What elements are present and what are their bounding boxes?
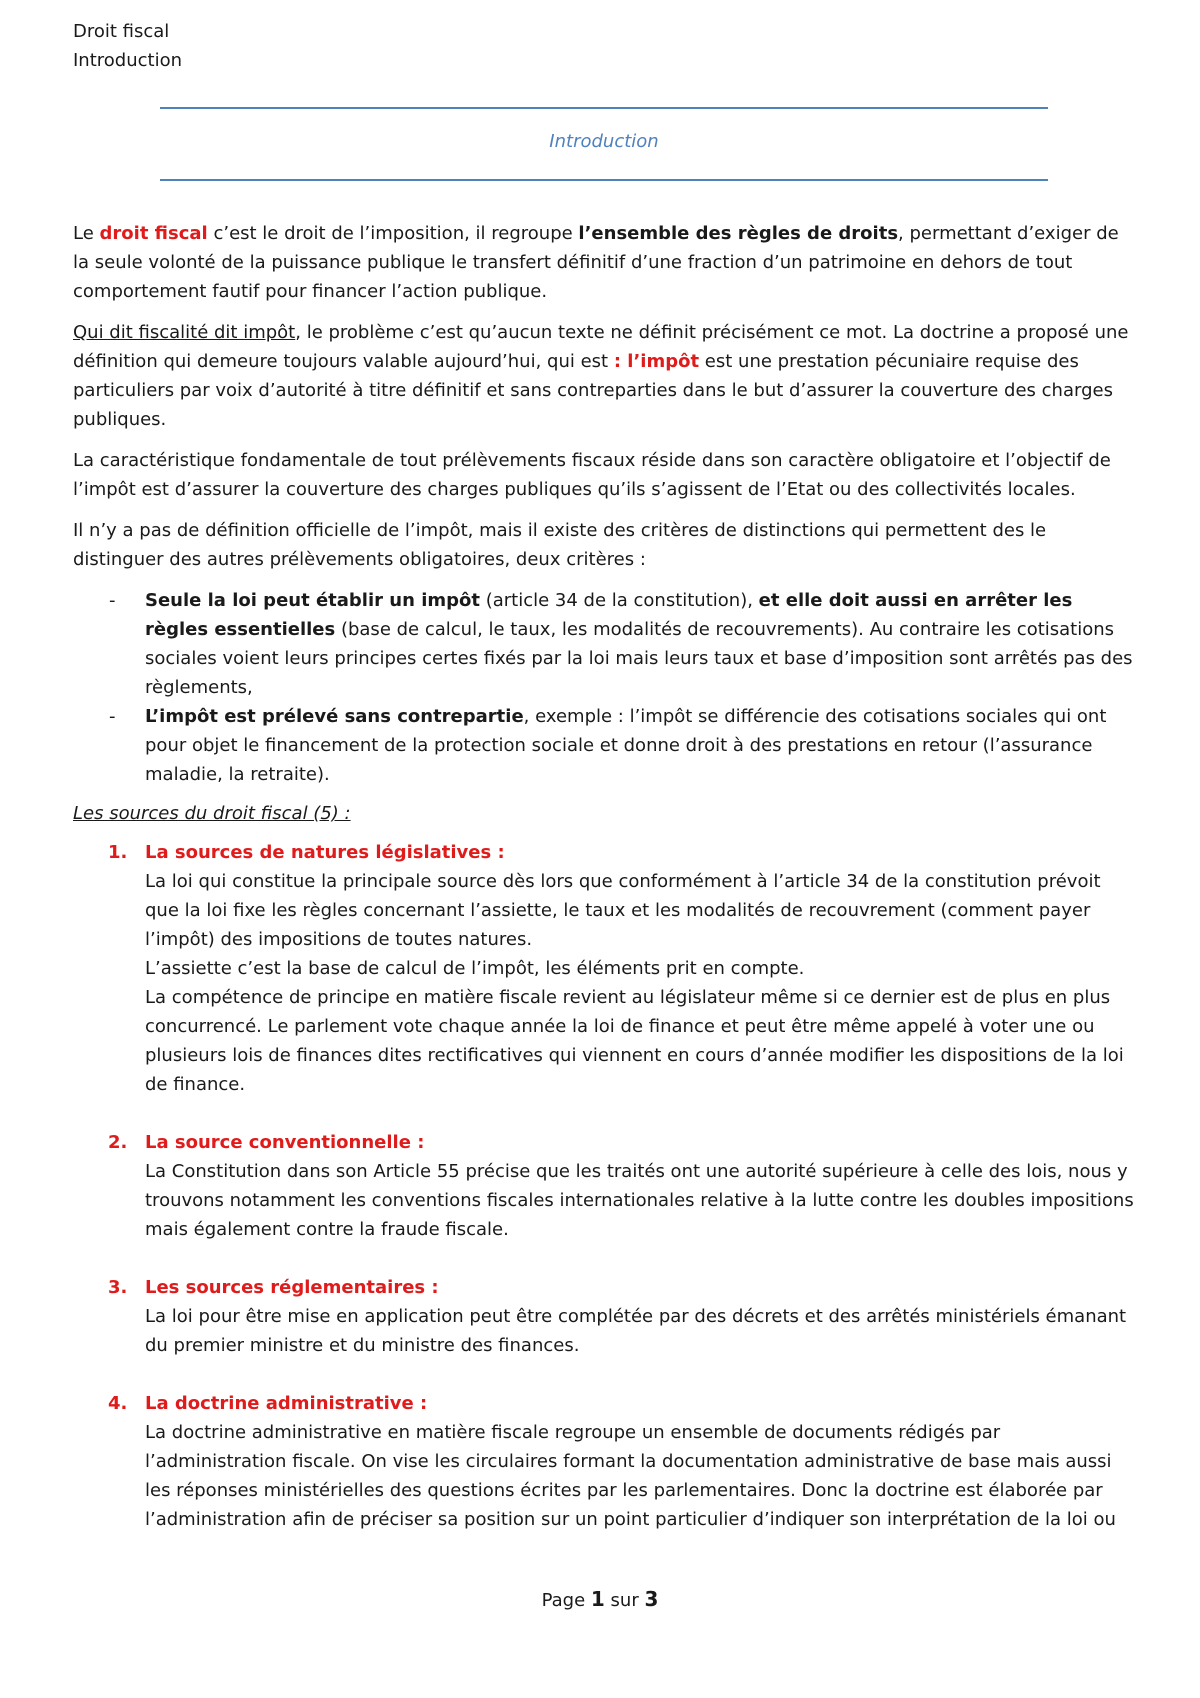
paragraph-impot-definition — [73, 318, 1137, 434]
paragraph-definition — [73, 219, 1137, 306]
source-title: La doctrine administrative : — [145, 1393, 428, 1414]
text-run: , exemple : l’impôt se différencie des cotisations sociales qui ont pour objet le financement de la protection sociale et donne droit à des prestations en retour (l’assurance maladie, la retraite). — [145, 706, 1107, 785]
paragraph-characteristic: La caractéristique fondamentale de tout prélèvements fiscaux réside dans son caractère obligatoire et l’objectif de l’impôt est d’assurer la couverture des charges publiques qu’ils s’agissent de l’Etat ou des collectivités locales. — [73, 450, 1111, 500]
page-title: Introduction — [549, 131, 659, 152]
source-body — [145, 1418, 1137, 1534]
term-ensemble-regles: l’ensemble des règles de droits — [578, 223, 899, 244]
source-line: La doctrine administrative en matière fiscale regroupe un ensemble de documents rédigés par l’administration fiscale. On vise les circulaires formant la documentation administrative de base mais aussi les réponses ministérielles des questions écrites par les parlementaires. Donc la doctrine est élaborée par l’administration afin de préciser sa position sur un point particulier d’indiquer son interprétation de la loi ou — [145, 1422, 1116, 1530]
text-run: , permettant d’exiger de la seule volonté de la puissance publique le transfert définitif d’une fraction d’un patrimoine en dehors de tout comportement fautif pour financer l’action publique. — [73, 223, 1119, 302]
text-run: L’impôt est prélevé sans contrepartie — [145, 706, 524, 727]
list-item — [73, 702, 1137, 789]
term-impot: : l’impôt — [613, 351, 700, 372]
document-body — [73, 219, 1137, 1534]
header-chapter-title: Introduction — [73, 50, 183, 71]
source-number: 1. — [108, 842, 128, 863]
source-body — [145, 1157, 1137, 1244]
page-label: Page — [541, 1590, 591, 1611]
source-title: Les sources réglementaires : — [145, 1277, 439, 1298]
source-item-conventional — [73, 1128, 1137, 1244]
title-block — [160, 107, 1048, 181]
underlined-phrase: Qui dit fiscalité dit impôt — [73, 322, 296, 343]
source-line: La loi pour être mise en application peut être complétée par des décrets et des arrêtés ministériels émanant du premier ministre et du ministre des finances. — [145, 1306, 1127, 1356]
text-run: (article 34 de la constitution), — [479, 590, 759, 611]
text-run: (base de calcul, le taux, les modalités de recouvrements). Au contraire les cotisations sociales voient leurs principes certes fixés par la loi mais leurs taux et base d’imposition sont arrêtés pas des règlements, — [145, 619, 1133, 698]
source-number: 4. — [108, 1393, 128, 1414]
source-title: La sources de natures législatives : — [145, 842, 505, 863]
term-droit-fiscal: droit fiscal — [99, 223, 208, 244]
source-item-legislative — [73, 838, 1137, 1099]
page-of-label: sur — [604, 1590, 645, 1611]
text-run: Le — [73, 223, 100, 244]
total-pages-number: 3 — [644, 1587, 659, 1611]
text-run: c’est le droit de l’imposition, il regroupe — [207, 223, 579, 244]
running-header — [73, 17, 182, 75]
source-title: La source conventionnelle : — [145, 1132, 425, 1153]
header-course-title: Droit fiscal — [73, 21, 170, 42]
source-item-regulatory — [73, 1273, 1137, 1360]
text-run: est une prestation pécuniaire requise des particuliers par voix d’autorité à titre définitif et sans contreparties dans le but d’assurer la couverture des charges publiques. — [73, 351, 1113, 430]
source-body — [145, 867, 1137, 1099]
source-item-doctrine — [73, 1389, 1137, 1534]
text-run: et elle doit aussi en arrêter les règles essentielles — [145, 590, 1073, 640]
title-top-rule — [160, 107, 1048, 109]
source-number: 2. — [108, 1132, 128, 1153]
dash-bullet: - — [109, 706, 116, 727]
current-page-number: 1 — [590, 1587, 605, 1611]
source-line: La compétence de principe en matière fiscale revient au législateur même si ce dernier est de plus en plus concurrencé. Le parlement vote chaque année la loi de finance et peut être même appelé à voter une ou plusieurs lois de finances dites rectificatives qui viennent en cours d’année modifier les dispositions de la loi de finance. — [145, 987, 1124, 1095]
source-line: La loi qui constitue la principale source dès lors que conformément à l’article 34 de la constitution prévoit que la loi fixe les règles concernant l’assiette, le taux et les modalités de recouvrement (comment payer l’impôt) des impositions de toutes natures. — [145, 871, 1101, 950]
criteria-list — [73, 586, 1137, 789]
source-line: La Constitution dans son Article 55 précise que les traités ont une autorité supérieure à celle des lois, nous y trouvons notamment les conventions fiscales internationales relative à la lutte contre les doubles impositions mais également contre la fraude fiscale. — [145, 1161, 1134, 1240]
title-bottom-rule — [160, 179, 1048, 181]
list-item — [73, 586, 1137, 702]
text-run: Seule la loi peut établir un impôt — [145, 590, 480, 611]
page-footer — [0, 1587, 1200, 1611]
dash-bullet: - — [109, 590, 116, 611]
source-body — [145, 1302, 1137, 1360]
section-heading-sources: Les sources du droit fiscal (5) : — [73, 803, 351, 824]
text-run: , le problème c’est qu’aucun texte ne définit précisément ce mot. La doctrine a proposé une définition qui demeure toujours valable aujourd’hui, qui est — [73, 322, 1129, 372]
source-number: 3. — [108, 1277, 128, 1298]
source-line: L’assiette c’est la base de calcul de l’impôt, les éléments prit en compte. — [145, 958, 805, 979]
paragraph-criteria-intro: Il n’y a pas de définition officielle de l’impôt, mais il existe des critères de distinctions qui permettent des le distinguer des autres prélèvements obligatoires, deux critères : — [73, 520, 1047, 570]
